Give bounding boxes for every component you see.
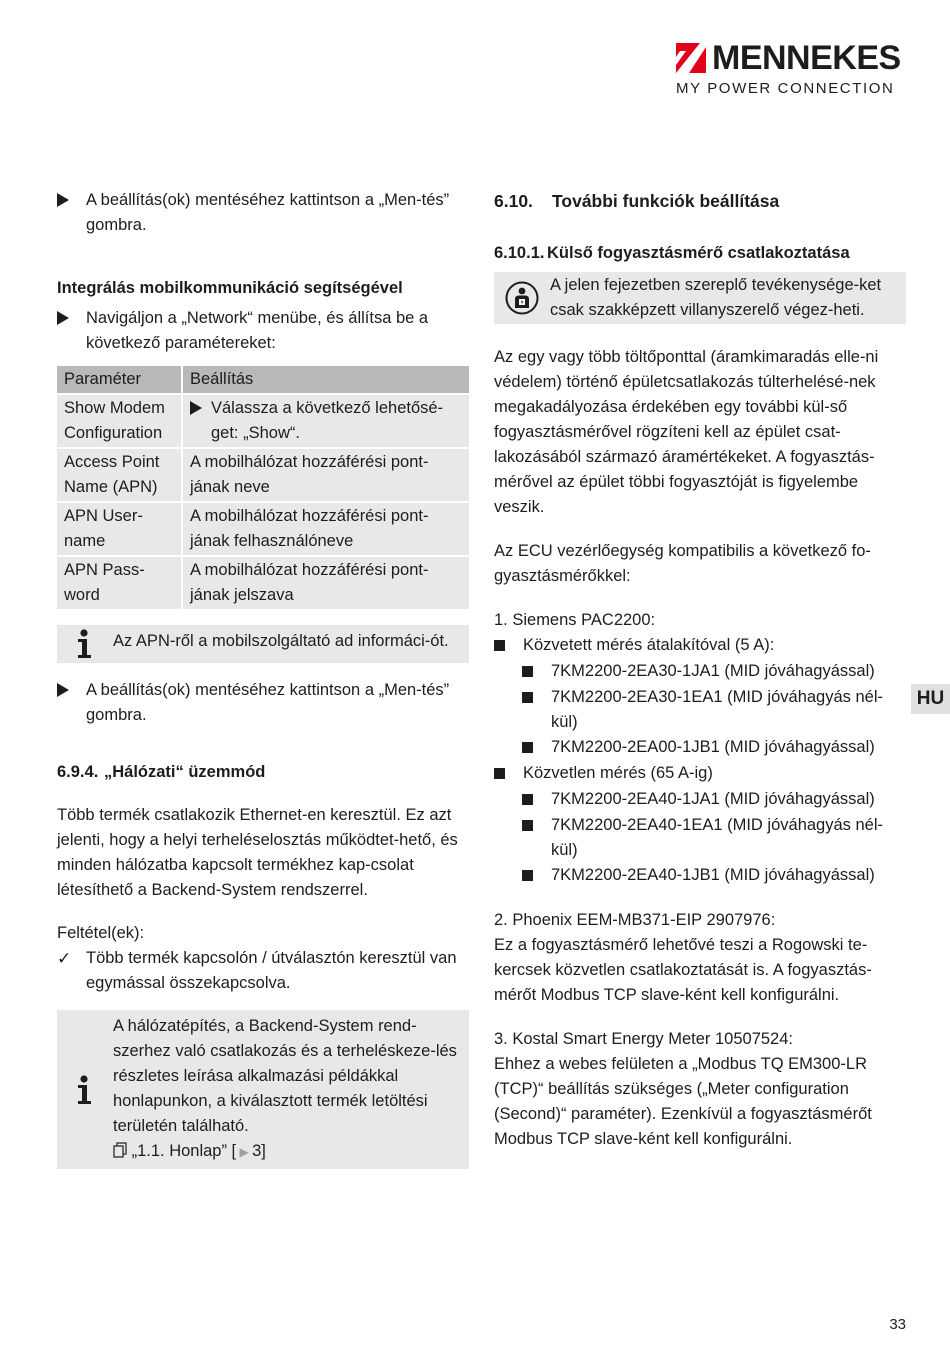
info-icon [76,1075,94,1105]
table-cell-value: A mobilhálózat hozzáférési pont-jának neve [183,449,469,503]
check-icon: ✓ [57,949,72,968]
list-item: Közvetett mérés átalakítóval (5 A): [494,633,906,659]
table-row [57,557,469,611]
list-item: 7KM2200-2EA30-1JA1 (MID jóváhagyással) [522,659,906,685]
step-text: A beállítás(ok) mentéséhez kattintson a „Men-tés” gombra. [86,681,450,724]
ecu-compat-paragraph: Az ECU vezérlőegység kompatibilis a következő fo-gyasztásmérőkkel: [494,542,871,585]
table-header-row [57,366,469,395]
mennekes-logo [676,40,906,98]
section-heading: 6.10. További funkciók beállítása [494,191,780,211]
step-arrow-icon [190,401,202,415]
meter-1-title: 1. Siemens PAC2200: [494,611,656,629]
bullet-square-icon [522,742,533,753]
language-tab: HU [911,684,950,714]
bullet-square-icon [522,692,533,703]
info-note-network [57,1010,469,1169]
bullet-square-icon [522,666,533,677]
step-save-2 [57,678,469,728]
meter-2-text: Ez a fogyasztásmérő lehetővé teszi a Rogowski te-kercsek közvetlen csatlakoztatását is. A fogyasztás-mérőt Modbus TCP slave-ként kell konfigurálni. [494,936,872,1004]
table-header-param: Paraméter [57,366,183,395]
table-header-value: Beállítás [183,366,469,395]
bullet-square-icon [494,640,505,651]
meter-intro-paragraph: Az egy vagy több töltőponttal (áramkimaradás elle-ni védelem) történő épületcsatlakozás túlterhelésé-nek megakadályozása érdekében egy további kül-ső fogyasztásmérővel rögzíteni kell az épület csat-lakozásából származó áramértékeket. A fogyasztás-mérővel az épület többi fogyasztóját is figyelembe veszik. [494,348,879,516]
logo-tagline: MY POWER CONNECTION [676,80,895,97]
info-note-apn [57,625,469,663]
bullet-square-icon [522,794,533,805]
table-cell-param: APN Pass-word [57,557,183,611]
table-cell-value: Válassza a következő lehetősé-get: „Show“. [183,395,469,449]
step-arrow-icon [57,683,69,697]
list-item: 7KM2200-2EA40-1JA1 (MID jóváhagyással) [522,787,906,813]
cross-reference-link[interactable]: „1.1. Honlap” [ ▶ 3] [113,1139,459,1165]
step-arrow-icon [57,193,69,207]
electrician-warning [494,272,906,324]
info-icon [76,629,94,659]
list-item: 7KM2200-2EA30-1EA1 (MID jóváhagyás nél-kül) [522,685,906,735]
subsection-heading: 6.10.1. Külső fogyasztásmérő csatlakoztatása [494,244,850,262]
list-item: Közvetlen mérés (65 A-ig) [494,761,906,787]
bullet-square-icon [522,820,533,831]
mennekes-logo-icon [676,43,706,73]
step-text: Navigáljon a „Network“ menübe, és állítsa be a következő paramétereket: [86,309,429,352]
meter-3-text: Ehhez a webes felületen a „Modbus TQ EM300-LR (TCP)“ beállítás szükséges („Meter configuration (Second)“ paraméter). Ezenkívül a fogyasztásmérőt Modbus TCP slave-ként kell konfigurálni. [494,1055,872,1148]
step-navigate [57,306,469,356]
table-cell-value: A mobilhálózat hozzáférési pont-jának felhasználóneve [183,503,469,557]
list-item: 7KM2200-2EA40-1EA1 (MID jóváhagyás nél-kül) [522,813,906,863]
table-row [57,395,469,449]
bullet-square-icon [522,870,533,881]
document-ref-icon [113,1142,127,1158]
mobile-heading: Integrálás mobilkommunikáció segítségével [57,279,403,297]
bullet-square-icon [494,768,505,779]
electrician-icon [505,281,539,315]
section-heading: 6.9.4. „Hálózati“ üzemmód [57,763,266,781]
table-row [57,503,469,557]
warning-text: A jelen fejezetben szereplő tevékenysége-ket csak szakképzett villanyszerelő végez-heti. [550,276,882,319]
right-column [494,188,906,1152]
meter-2-title: 2. Phoenix EEM-MB371-EIP 2907976: [494,911,776,929]
condition-label: Feltétel(ek): [57,924,145,942]
table-row [57,449,469,503]
left-column [57,188,469,1169]
step-save-1 [57,188,469,238]
apn-parameter-table [57,366,469,611]
list-item: 7KM2200-2EA00-1JB1 (MID jóváhagyással) [522,735,906,761]
table-cell-param: Access Point Name (APN) [57,449,183,503]
step-text: A beállítás(ok) mentéséhez kattintson a „Men-tés” gombra. [86,191,450,234]
table-cell-param: Show Modem Configuration [57,395,183,449]
step-arrow-icon [57,311,69,325]
table-cell-param: APN User-name [57,503,183,557]
page-number: 33 [889,1316,906,1333]
page-arrow-icon: ▶ [236,1145,253,1159]
condition-item [57,946,469,996]
list-item: 7KM2200-2EA40-1JB1 (MID jóváhagyással) [522,863,906,889]
logo-name: MENNEKES [712,39,901,77]
info-note-text: Az APN-ről a mobilszolgáltató ad informáci-ót. [113,632,449,650]
network-mode-paragraph: Több termék csatlakozik Ethernet-en keresztül. Ez azt jelenti, hogy a helyi terheléselosztás működtet-hető, és minden hálózatba kapcsolt termékhez kap-csolat létesíthető a Backend-System rendszerrel. [57,806,458,899]
table-cell-value: A mobilhálózat hozzáférési pont-jának jelszava [183,557,469,611]
condition-text: Több termék kapcsolón / útválasztón keresztül van egymással összekapcsolva. [86,949,457,992]
info-note-text: A hálózatépítés, a Backend-System rend-szerhez való csatlakozás és a terheléskeze-lés részletes leírása alkalmazási példákkal honlapunkon, a kiválasztott termék letöltési területén található. [113,1017,457,1135]
meter-3-title: 3. Kostal Smart Energy Meter 10507524: [494,1030,793,1048]
